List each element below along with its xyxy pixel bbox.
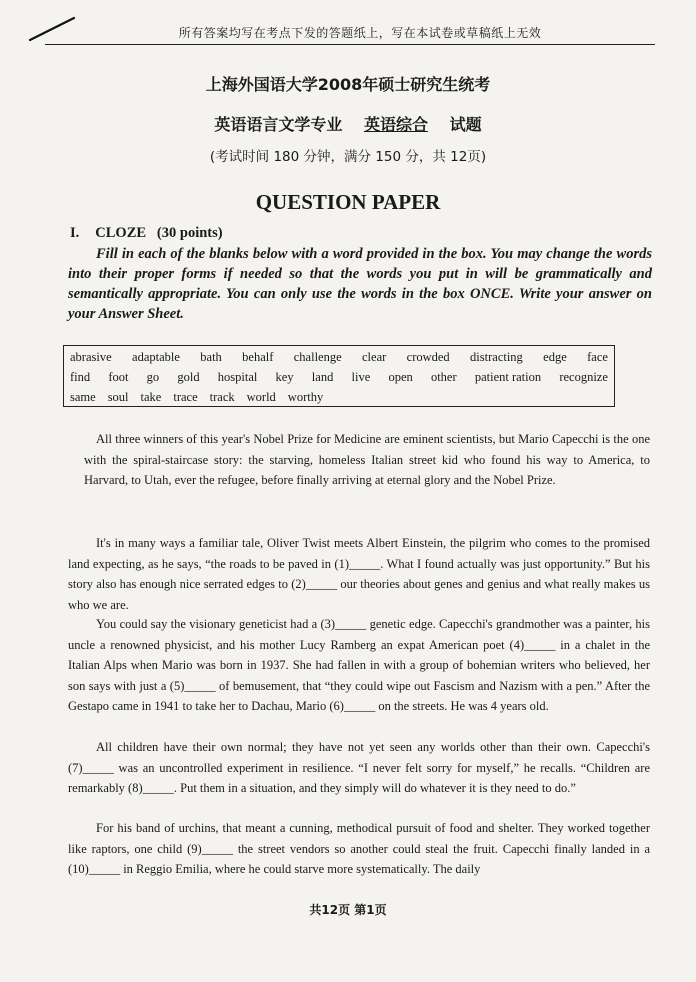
word-box-word: face <box>587 350 608 364</box>
word-box-word: other <box>430 370 457 384</box>
word-box-word: abrasive <box>70 350 112 364</box>
section-points: (30 points) <box>156 225 223 241</box>
passage-paragraph: You could say the visionary geneticist had a (3)_____ genetic edge. Capecchi's grandmother was a painter, his uncle a renowned physicist, and his mother Lucy Ramberg an expat American poet (4)_____ in a chalet in the Italian Alps when Mario was born in 1937. She had fallen in with a group of bohemian writers who believed, her son says with just a (5)_____ of bemusement, that “they could wipe out Fascism and Nazism with a pen.” After the Gestapo came in 1941 to take her to Dachau, Mario (6)_____ on the streets. He was 4 years old. <box>68 617 650 713</box>
word-box-word: world <box>246 390 276 404</box>
word-box-word: soul <box>107 390 129 404</box>
passage-paragraph: For his band of urchins, that meant a cunning, methodical pursuit of food and shelter. They worked together like raptors, one child (9)_____ the street vendors so another could steal the fruit. Capecchi finally landed in a (10)_____ in Reggio Emilia, where he could starve more systematically. The daily <box>68 821 650 876</box>
word-box-word: patient ration <box>474 370 542 384</box>
word-box-word: trace <box>173 390 198 404</box>
section-name: CLOZE <box>95 225 147 241</box>
word-box-word: recognize <box>559 370 608 384</box>
section-number: I. <box>70 225 80 241</box>
word-box-word: crowded <box>406 350 450 364</box>
section-heading <box>70 225 223 242</box>
word-box-row <box>70 350 608 365</box>
word-box-word: foot <box>108 370 129 384</box>
word-box-word: hospital <box>217 370 258 384</box>
word-box-word: same <box>70 390 96 404</box>
word-box-word: bath <box>200 350 222 364</box>
subject-line <box>0 112 696 135</box>
word-box-word: gold <box>177 370 200 384</box>
exam-info: (考试时间 180 分钟，满分 150 分，共 12页) <box>209 149 487 165</box>
pen-stroke-mark <box>28 14 78 44</box>
word-box-word: adaptable <box>132 350 180 364</box>
word-box-word: key <box>275 370 294 384</box>
passage-paragraph: All children have their own normal; they have not yet seen any worlds other than their own. Capecchi's (7)_____ was an uncontrolled experiment in resilience. “I never felt sorry for myself,” he recalls. “Children are remarkably (8)_____. Put them in a situation, and they simply will do whatever it is they need to do.” <box>68 740 650 795</box>
section-instruction: Fill in each of the blanks below with a word provided in the box. You may change the words into their proper forms if needed so that the words you put in will be grammatically and semantically appropriate. You can only use the words in the box ONCE. Write your answer on your Answer Sheet. <box>68 246 652 322</box>
word-box-word: distracting <box>470 350 523 364</box>
subject-label: 英语综合 <box>363 115 428 134</box>
word-box-word: open <box>388 370 413 384</box>
passage-paragraph: All three winners of this year's Nobel Prize for Medicine are eminent scientists, but Mario Capecchi is the one with the spiral-staircase story: the starving, homeless Italian street kid who found his way to America, to Harvard, to Utah, ever the refugee, before finally arriving at eternal glory and the Nobel Prize. <box>84 432 650 487</box>
page-number: 共12页 第1页 <box>309 903 387 917</box>
word-box <box>63 345 615 407</box>
major-label: 英语语言文学专业 <box>214 115 343 134</box>
word-box-word: go <box>146 370 160 384</box>
word-box-word: find <box>70 370 91 384</box>
word-box-row <box>70 390 608 405</box>
word-box-word: challenge <box>293 350 342 364</box>
exam-title: 上海外国语大学2008年硕士研究生统考 <box>205 75 491 94</box>
word-box-word: take <box>140 390 162 404</box>
word-box-word: clear <box>362 350 387 364</box>
paper-label: 试题 <box>449 115 482 134</box>
word-box-word: land <box>311 370 334 384</box>
word-box-row <box>70 370 608 385</box>
word-box-word: behalf <box>242 350 274 364</box>
word-box-word: live <box>351 370 371 384</box>
question-paper-title: QUESTION PAPER <box>255 190 441 214</box>
header-rule <box>45 44 655 45</box>
word-box-word: edge <box>543 350 567 364</box>
word-box-word: track <box>209 390 235 404</box>
answer-sheet-note: 所有答案均写在考点下发的答题纸上，写在本试卷或草稿纸上无效 <box>178 26 542 40</box>
word-box-word: worthy <box>287 390 324 404</box>
passage-paragraph: It's in many ways a familiar tale, Oliver Twist meets Albert Einstein, the pilgrim who comes to the promised land expecting, as he says, “the roads to be paved in (1)_____. What I found actually was just opportunity.” But his story also has enough nice serrated edges to (2)_____ our theories about genes and genius and what really makes us who we are. <box>68 536 650 612</box>
